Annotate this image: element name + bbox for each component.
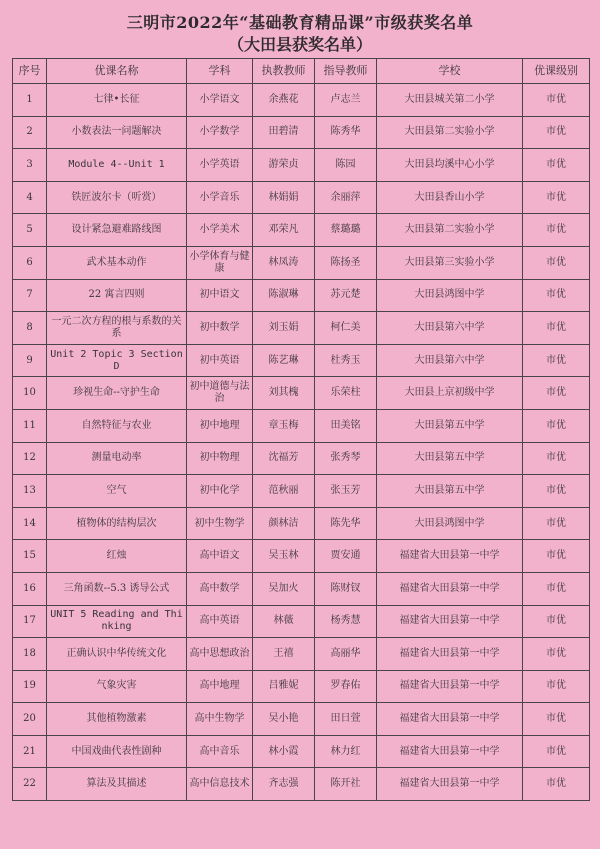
cell-no: 8 xyxy=(13,312,47,345)
cell-level: 市优 xyxy=(523,279,590,312)
cell-level: 市优 xyxy=(523,507,590,540)
cell-advisor: 卢志兰 xyxy=(315,84,377,117)
cell-course: 铁匠波尔卡（听赏） xyxy=(47,181,187,214)
cell-advisor: 杨秀慧 xyxy=(315,605,377,638)
cell-school: 大田县第二实验小学 xyxy=(377,214,523,247)
cell-no: 10 xyxy=(13,377,47,410)
cell-course: 空气 xyxy=(47,475,187,508)
page-title: 三明市2022年“基础教育精品课”市级获奖名单 xyxy=(126,13,474,32)
table-header xyxy=(13,59,590,84)
table-row xyxy=(13,409,590,442)
cell-school: 福建省大田县第一中学 xyxy=(377,703,523,736)
cell-subject: 初中英语 xyxy=(187,344,253,377)
cell-course: Module 4--Unit 1 xyxy=(47,149,187,182)
cell-course: 红烛 xyxy=(47,540,187,573)
cell-school: 福建省大田县第一中学 xyxy=(377,638,523,671)
cell-school: 大田县第五中学 xyxy=(377,409,523,442)
table-body xyxy=(13,84,590,801)
cell-level: 市优 xyxy=(523,703,590,736)
cell-advisor: 张玉芳 xyxy=(315,475,377,508)
cell-advisor: 苏元楚 xyxy=(315,279,377,312)
cell-teacher: 林小霞 xyxy=(253,735,315,768)
cell-course: 22 寓言四则 xyxy=(47,279,187,312)
table-row xyxy=(13,507,590,540)
cell-no: 4 xyxy=(13,181,47,214)
cell-no: 11 xyxy=(13,409,47,442)
cell-teacher: 吴玉林 xyxy=(253,540,315,573)
cell-advisor: 张秀琴 xyxy=(315,442,377,475)
cell-teacher: 吕雅妮 xyxy=(253,670,315,703)
cell-advisor: 陈秀华 xyxy=(315,116,377,149)
cell-advisor: 陈财钗 xyxy=(315,572,377,605)
cell-teacher: 游荣贞 xyxy=(253,149,315,182)
cell-subject: 高中数学 xyxy=(187,572,253,605)
cell-subject: 初中物理 xyxy=(187,442,253,475)
header-teacher: 执教教师 xyxy=(253,59,315,84)
table-row xyxy=(13,344,590,377)
cell-advisor: 蔡璐璐 xyxy=(315,214,377,247)
cell-teacher: 林薇 xyxy=(253,605,315,638)
table-row xyxy=(13,768,590,801)
cell-school: 大田县鸿图中学 xyxy=(377,507,523,540)
header-level: 优课级别 xyxy=(523,59,590,84)
cell-teacher: 齐志强 xyxy=(253,768,315,801)
cell-teacher: 吴小艳 xyxy=(253,703,315,736)
cell-course: 一元二次方程的根与系数的关系 xyxy=(47,312,187,345)
cell-school: 大田县第五中学 xyxy=(377,442,523,475)
cell-level: 市优 xyxy=(523,638,590,671)
cell-no: 7 xyxy=(13,279,47,312)
cell-teacher: 田碧清 xyxy=(253,116,315,149)
cell-advisor: 田美铭 xyxy=(315,409,377,442)
cell-course: 气象灾害 xyxy=(47,670,187,703)
cell-no: 5 xyxy=(13,214,47,247)
cell-subject: 高中信息技术 xyxy=(187,768,253,801)
cell-course: 武术基本动作 xyxy=(47,246,187,279)
cell-level: 市优 xyxy=(523,409,590,442)
cell-level: 市优 xyxy=(523,116,590,149)
cell-no: 9 xyxy=(13,344,47,377)
cell-teacher: 刘玉娟 xyxy=(253,312,315,345)
cell-level: 市优 xyxy=(523,442,590,475)
cell-level: 市优 xyxy=(523,214,590,247)
cell-teacher: 范秋丽 xyxy=(253,475,315,508)
cell-subject: 小学英语 xyxy=(187,149,253,182)
cell-teacher: 林凤涛 xyxy=(253,246,315,279)
cell-no: 6 xyxy=(13,246,47,279)
cell-no: 13 xyxy=(13,475,47,508)
cell-school: 大田县第六中学 xyxy=(377,312,523,345)
cell-advisor: 余丽萍 xyxy=(315,181,377,214)
cell-level: 市优 xyxy=(523,768,590,801)
cell-school: 大田县第五中学 xyxy=(377,475,523,508)
cell-level: 市优 xyxy=(523,84,590,117)
cell-teacher: 余燕花 xyxy=(253,84,315,117)
cell-course: Unit 2 Topic 3 Section D xyxy=(47,344,187,377)
table-row xyxy=(13,377,590,410)
cell-no: 15 xyxy=(13,540,47,573)
table-row xyxy=(13,703,590,736)
cell-school: 大田县城关第二小学 xyxy=(377,84,523,117)
cell-no: 21 xyxy=(13,735,47,768)
cell-no: 3 xyxy=(13,149,47,182)
cell-subject: 初中化学 xyxy=(187,475,253,508)
cell-subject: 高中思想政治 xyxy=(187,638,253,671)
cell-level: 市优 xyxy=(523,312,590,345)
cell-level: 市优 xyxy=(523,572,590,605)
cell-school: 大田县鸿图中学 xyxy=(377,279,523,312)
cell-no: 19 xyxy=(13,670,47,703)
cell-level: 市优 xyxy=(523,181,590,214)
table-row xyxy=(13,442,590,475)
cell-subject: 小学美术 xyxy=(187,214,253,247)
cell-course: 小数表法一问题解决 xyxy=(47,116,187,149)
header-course: 优课名称 xyxy=(47,59,187,84)
table-row xyxy=(13,605,590,638)
table-row xyxy=(13,475,590,508)
cell-teacher: 章玉梅 xyxy=(253,409,315,442)
cell-course: 正确认识中华传统文化 xyxy=(47,638,187,671)
cell-subject: 小学音乐 xyxy=(187,181,253,214)
cell-no: 14 xyxy=(13,507,47,540)
cell-level: 市优 xyxy=(523,149,590,182)
table-row xyxy=(13,540,590,573)
cell-no: 18 xyxy=(13,638,47,671)
cell-no: 22 xyxy=(13,768,47,801)
cell-advisor: 高丽华 xyxy=(315,638,377,671)
cell-course: 植物体的结构层次 xyxy=(47,507,187,540)
cell-teacher: 刘其槐 xyxy=(253,377,315,410)
cell-teacher: 邓荣凡 xyxy=(253,214,315,247)
cell-advisor: 陈扬圣 xyxy=(315,246,377,279)
cell-course: 测量电动率 xyxy=(47,442,187,475)
table-row xyxy=(13,638,590,671)
cell-level: 市优 xyxy=(523,540,590,573)
cell-teacher: 沈福芳 xyxy=(253,442,315,475)
cell-course: 设计紧急避难路线图 xyxy=(47,214,187,247)
table-row xyxy=(13,735,590,768)
cell-no: 12 xyxy=(13,442,47,475)
cell-advisor: 林力红 xyxy=(315,735,377,768)
cell-subject: 初中道德与法治 xyxy=(187,377,253,410)
cell-level: 市优 xyxy=(523,344,590,377)
page-subtitle: （大田县获奖名单） xyxy=(227,35,372,54)
cell-course: 珍视生命--守护生命 xyxy=(47,377,187,410)
cell-subject: 高中英语 xyxy=(187,605,253,638)
cell-no: 16 xyxy=(13,572,47,605)
table-row xyxy=(13,312,590,345)
cell-subject: 初中生物学 xyxy=(187,507,253,540)
cell-course: 算法及其描述 xyxy=(47,768,187,801)
cell-advisor: 陈园 xyxy=(315,149,377,182)
table-row xyxy=(13,279,590,312)
cell-teacher: 王禧 xyxy=(253,638,315,671)
header-school: 学校 xyxy=(377,59,523,84)
cell-subject: 高中生物学 xyxy=(187,703,253,736)
cell-teacher: 林娟娟 xyxy=(253,181,315,214)
table-row xyxy=(13,84,590,117)
awards-table xyxy=(12,58,590,801)
cell-subject: 小学体育与健康 xyxy=(187,246,253,279)
cell-subject: 高中地理 xyxy=(187,670,253,703)
cell-level: 市优 xyxy=(523,670,590,703)
cell-subject: 小学数学 xyxy=(187,116,253,149)
cell-subject: 初中地理 xyxy=(187,409,253,442)
cell-level: 市优 xyxy=(523,735,590,768)
cell-course: 三角函数--5.3 诱导公式 xyxy=(47,572,187,605)
cell-advisor: 陈先华 xyxy=(315,507,377,540)
cell-school: 福建省大田县第一中学 xyxy=(377,540,523,573)
cell-subject: 初中数学 xyxy=(187,312,253,345)
cell-advisor: 杜秀玉 xyxy=(315,344,377,377)
cell-school: 福建省大田县第一中学 xyxy=(377,768,523,801)
cell-course: 中国戏曲代表性剧种 xyxy=(47,735,187,768)
table-row xyxy=(13,572,590,605)
header-subject: 学科 xyxy=(187,59,253,84)
cell-advisor: 贾安通 xyxy=(315,540,377,573)
table-row xyxy=(13,246,590,279)
cell-advisor: 田日萱 xyxy=(315,703,377,736)
cell-school: 大田县第三实验小学 xyxy=(377,246,523,279)
cell-level: 市优 xyxy=(523,377,590,410)
cell-school: 大田县均溪中心小学 xyxy=(377,149,523,182)
cell-no: 2 xyxy=(13,116,47,149)
cell-level: 市优 xyxy=(523,605,590,638)
table-row xyxy=(13,116,590,149)
cell-school: 大田县香山小学 xyxy=(377,181,523,214)
cell-teacher: 陈艺琳 xyxy=(253,344,315,377)
table-row xyxy=(13,149,590,182)
header-no: 序号 xyxy=(13,59,47,84)
cell-advisor: 柯仁美 xyxy=(315,312,377,345)
cell-course: UNIT 5 Reading and Thinking xyxy=(47,605,187,638)
cell-advisor: 陈开社 xyxy=(315,768,377,801)
cell-no: 17 xyxy=(13,605,47,638)
cell-teacher: 陈淑琳 xyxy=(253,279,315,312)
cell-no: 20 xyxy=(13,703,47,736)
table-row xyxy=(13,181,590,214)
cell-level: 市优 xyxy=(523,475,590,508)
cell-advisor: 乐荣柱 xyxy=(315,377,377,410)
cell-school: 大田县第六中学 xyxy=(377,344,523,377)
cell-subject: 高中音乐 xyxy=(187,735,253,768)
cell-course: 其他植物激素 xyxy=(47,703,187,736)
cell-school: 福建省大田县第一中学 xyxy=(377,670,523,703)
cell-school: 福建省大田县第一中学 xyxy=(377,572,523,605)
cell-advisor: 罗春佑 xyxy=(315,670,377,703)
cell-school: 大田县上京初级中学 xyxy=(377,377,523,410)
cell-teacher: 颜林洁 xyxy=(253,507,315,540)
cell-school: 大田县第二实验小学 xyxy=(377,116,523,149)
cell-subject: 小学语文 xyxy=(187,84,253,117)
cell-school: 福建省大田县第一中学 xyxy=(377,605,523,638)
header-row xyxy=(13,59,590,84)
cell-teacher: 吴加火 xyxy=(253,572,315,605)
cell-no: 1 xyxy=(13,84,47,117)
cell-subject: 高中语文 xyxy=(187,540,253,573)
header-advisor: 指导教师 xyxy=(315,59,377,84)
cell-course: 自然特征与农业 xyxy=(47,409,187,442)
table-row xyxy=(13,670,590,703)
cell-course: 七律•长征 xyxy=(47,84,187,117)
cell-subject: 初中语文 xyxy=(187,279,253,312)
table-row xyxy=(13,214,590,247)
cell-level: 市优 xyxy=(523,246,590,279)
cell-school: 福建省大田县第一中学 xyxy=(377,735,523,768)
